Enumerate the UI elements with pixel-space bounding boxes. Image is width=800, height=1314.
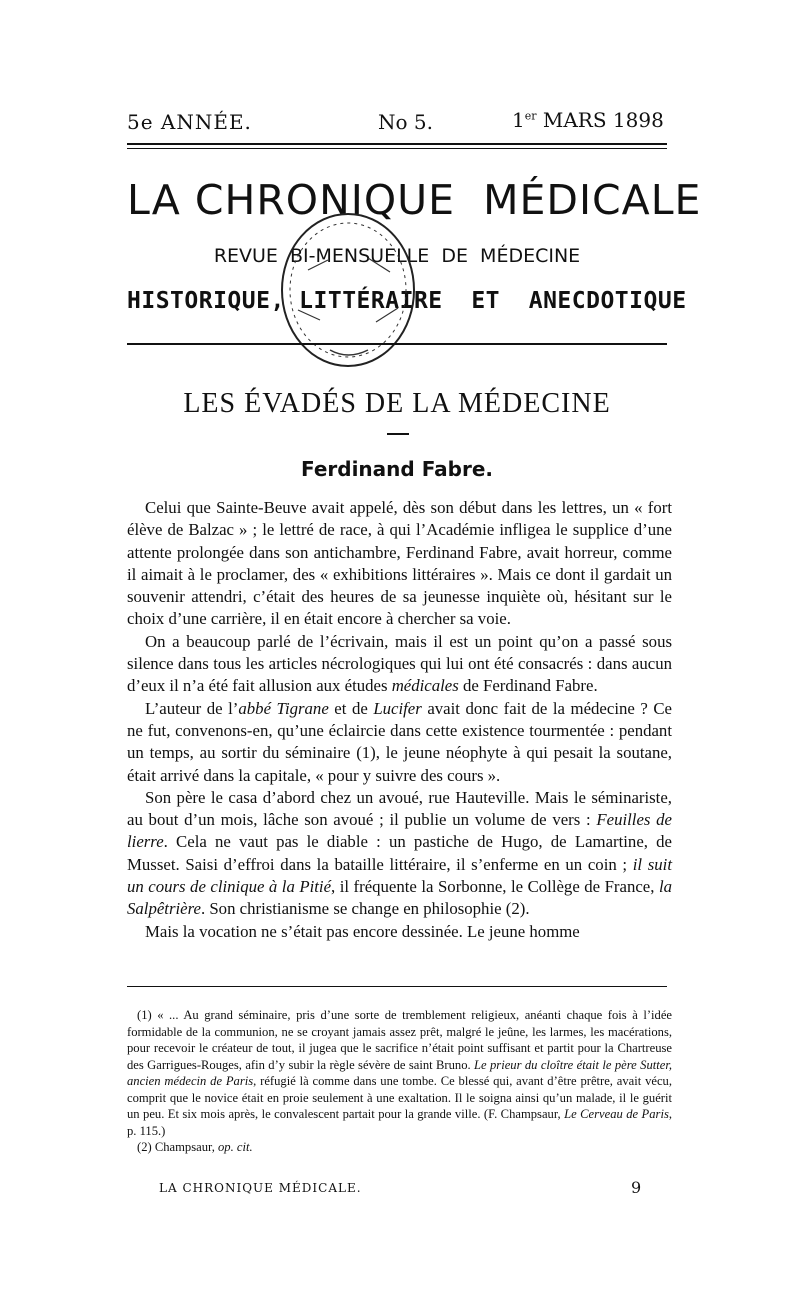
journal-subtitle-1: REVUE BI-MENSUELLE DE MÉDECINE — [213, 245, 581, 267]
footnote: (1) « ... Au grand séminaire, pris d’une sorte de tremblement religieux, anéanti chaque fois à l’idée formidable de la communion, ne se croyant jamais assez prêt, malgré le jeûne, les larmes, les macérations, pour recevoir le créateur de tout, il jugea que le sacrifice n’était point suffisant et partit pour la Chartreuse des Garrigues-Rouges, afin d’y subir la règle sévère de saint Bruno. Le prieur du cloître était le père Sutter, ancien médecin de Paris, réfugié là comme dans une tombe. Ce blessé qui, avant d’être prêtre, avait vécu, comprit que le novice était en proie seulement à une exaltation. Il le soigna ainsi qu’un malade, il le guérit un peu. Et six mois après, le convalescent partait pour la grande ville. (F. Champsaur, Le Cerveau de Paris, p. 115.) — [127, 1008, 672, 1138]
section-title: LES ÉVADÉS DE LA MÉDECINE — [183, 388, 611, 419]
issue-number: No 5. — [378, 110, 433, 134]
footnote-rule — [127, 986, 667, 987]
paragraph: L’auteur de l’abbé Tigrane et de Lucifer avait donc fait de la médecine ? Ce ne fut, convenons-en, qu’une éclaircie dans cette existence tourmentée : pendant un temps, au sortir du séminaire (1), le jeune néophyte à qui pesait la soutane, était arrivé dans la capitale, « pour y suivre des cours ». — [127, 698, 672, 785]
title-separator — [387, 433, 409, 435]
footnote: (2) Champsaur, op. cit. — [137, 1140, 253, 1154]
header-rule-thick — [127, 143, 667, 145]
journal-subtitle-2: HISTORIQUE, LITTÉRAIRE ET ANECDOTIQUE — [127, 288, 687, 314]
paragraph: On a beaucoup parlé de l’écrivain, mais il est un point qu’on a passé sous silence dans tous les articles nécrologiques qui lui ont été consacrés : dans aucun d’eux il n’a été fait allusion aux études médicales de Ferdinand Fabre. — [127, 631, 672, 696]
issue-date: 1er MARS 1898 — [512, 108, 664, 132]
paragraph: Celui que Sainte-Beuve avait appelé, dès son début dans les lettres, un « fort élève de Balzac » ; le lettré de race, à qui l’Académie infligea le supplice d’une attente prolongée dans son antichambre, Ferdinand Fabre, avait horreur, comme il aimait à le proclamer, des « exhibitions littéraires ». Mais ce dont il gardait un souvenir attendri, c’était des heures de sa jeunesse inquiète où, hésitant sur le choix d’une carrière, il en était encore à chercher sa voie. — [127, 498, 672, 629]
footnotes — [127, 1007, 672, 1156]
year-label: 5e ANNÉE. — [127, 110, 252, 134]
library-stamp-icon — [268, 200, 428, 370]
article-body — [127, 497, 672, 943]
paragraph: Mais la vocation ne s’était pas encore dessinée. Le jeune homme — [145, 921, 580, 941]
paragraph: Son père le casa d’abord chez un avoué, rue Hauteville. Mais le séminariste, au bout d’un mois, lâche son avoué ; il publie un volume de vers : Feuilles de lierre. Cela ne vaut pas le diable : un pastiche de Hugo, de Lamartine, de Musset. Saisi d’effroi dans la bataille littéraire, il s’enferme en un coin ; il suit un cours de clinique à la Pitié, il fréquente la Sorbonne, le Collège de France, la Salpêtrière. Son christianisme se change en philosophie (2). — [127, 787, 673, 919]
masthead-rule — [127, 343, 667, 345]
article-title: Ferdinand Fabre. — [300, 457, 494, 481]
page-number: 9 — [631, 1178, 642, 1197]
footer-journal-name: LA CHRONIQUE MÉDICALE. — [159, 1181, 362, 1195]
journal-title: LA CHRONIQUE MÉDICALE — [127, 176, 702, 224]
header-rule-thin — [127, 148, 667, 149]
